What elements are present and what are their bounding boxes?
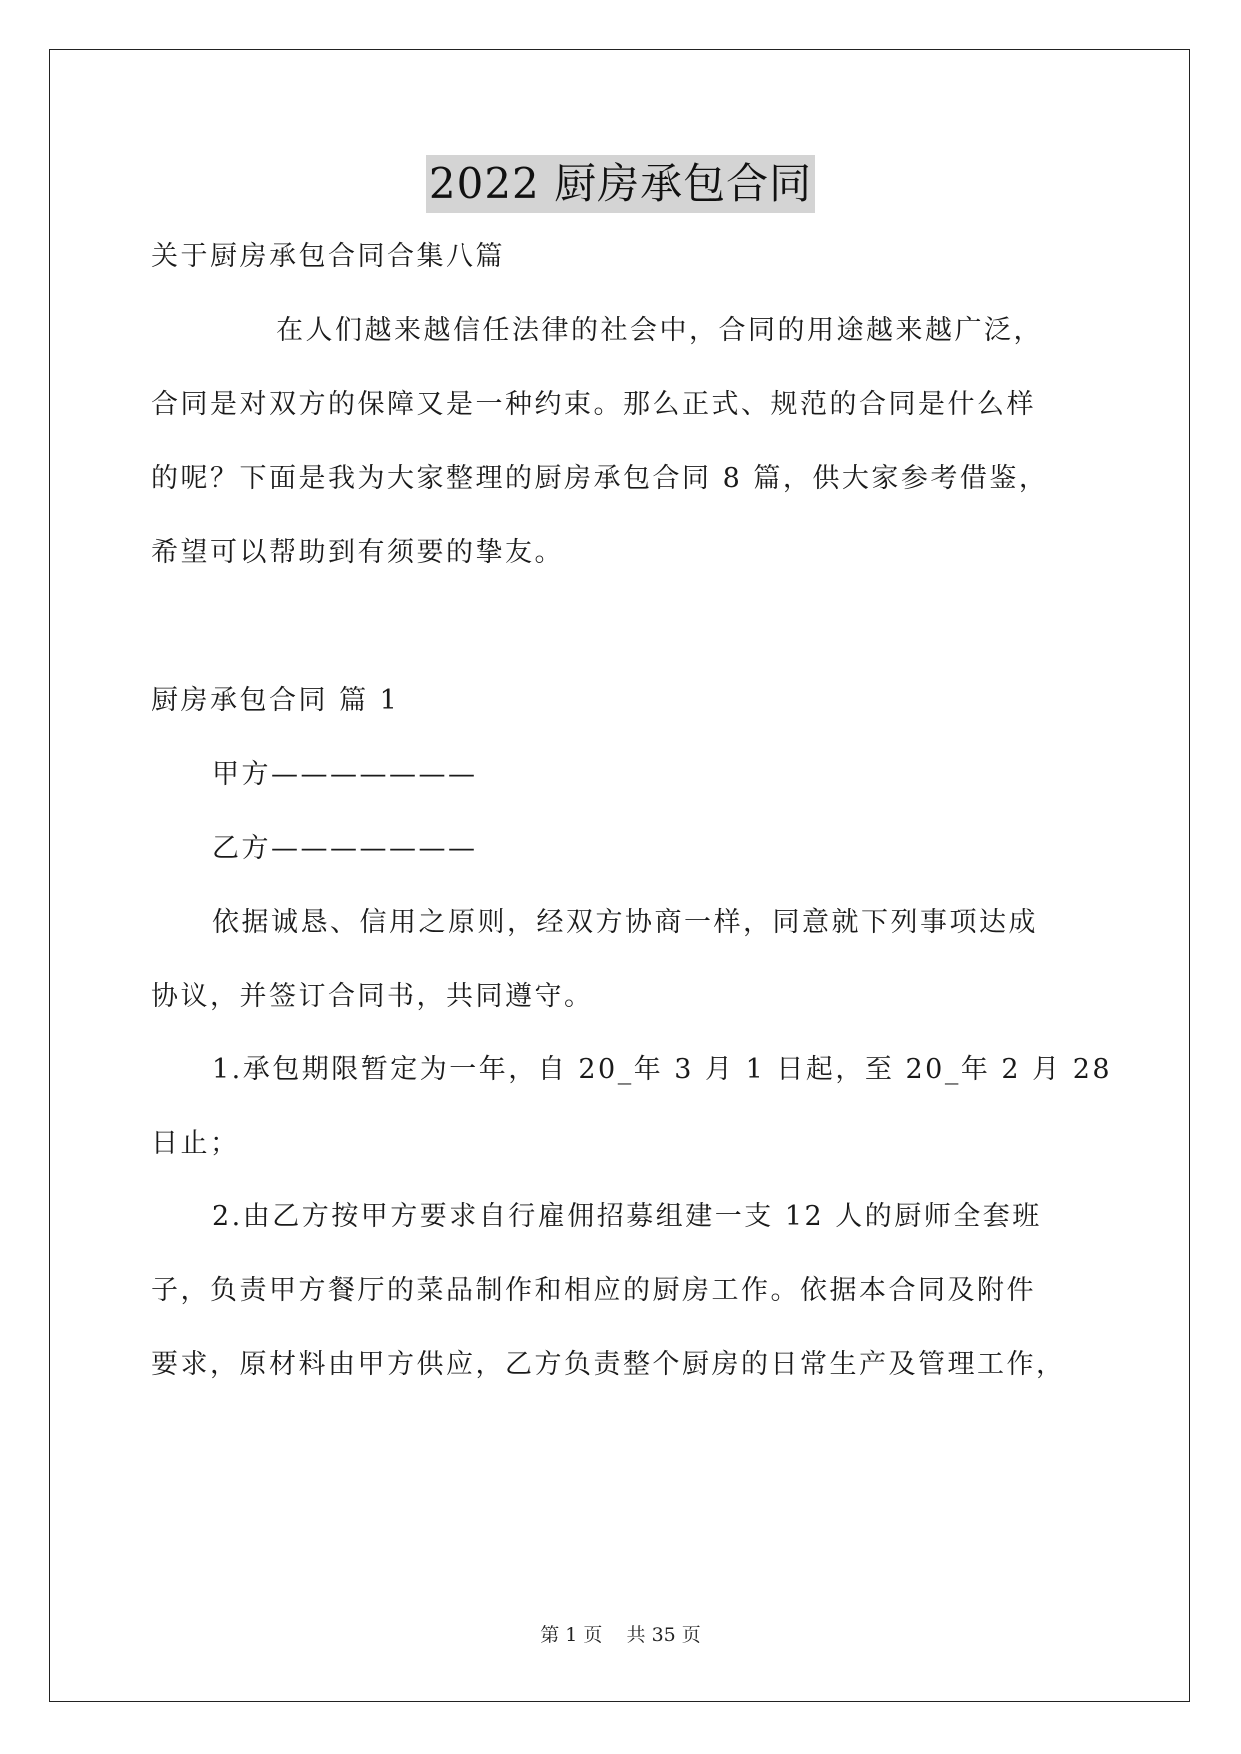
intro-line-4: 希望可以帮助到有须要的挚友。 — [151, 537, 564, 568]
section-heading: 厨房承包合同 篇 1 — [151, 685, 400, 716]
page-border — [49, 49, 1190, 1702]
page-number: 第 1 页 — [540, 1624, 603, 1646]
party-a-line: 甲方——————— — [212, 759, 478, 790]
clause-1-line-1: 1.承包期限暂定为一年，自 20_年 3 月 1 日起，至 20_年 2 月 28 — [212, 1054, 1113, 1085]
intro-line-1: 在人们越来越信任法律的社会中，合同的用途越来越广泛， — [276, 315, 1043, 346]
page-total: 共 35 页 — [626, 1624, 701, 1646]
clause-2-line-3: 要求，原材料由甲方供应，乙方负责整个厨房的日常生产及管理工作， — [151, 1349, 1066, 1380]
document-subtitle: 关于厨房承包合同合集八篇 — [151, 241, 505, 272]
clause-intro-line-1: 依据诚恳、信用之原则，经双方协商一样，同意就下列事项达成 — [212, 907, 1038, 938]
clause-2-line-2: 子，负责甲方餐厅的菜品制作和相应的厨房工作。依据本合同及附件 — [151, 1275, 1036, 1306]
document-title: 2022 厨房承包合同 — [426, 155, 815, 213]
page-footer — [0, 1620, 1241, 1647]
clause-2-line-1: 2.由乙方按甲方要求自行雇佣招募组建一支 12 人的厨师全套班 — [212, 1201, 1042, 1232]
party-b-line: 乙方——————— — [212, 833, 478, 864]
clause-intro-line-2: 协议，并签订合同书，共同遵守。 — [151, 981, 594, 1012]
clause-1-line-2: 日止； — [151, 1128, 240, 1159]
intro-line-3: 的呢？下面是我为大家整理的厨房承包合同 8 篇，供大家参考借鉴， — [151, 463, 1049, 494]
intro-line-2: 合同是对双方的保障又是一种约束。那么正式、规范的合同是什么样 — [151, 389, 1036, 420]
title-container — [0, 155, 1241, 213]
